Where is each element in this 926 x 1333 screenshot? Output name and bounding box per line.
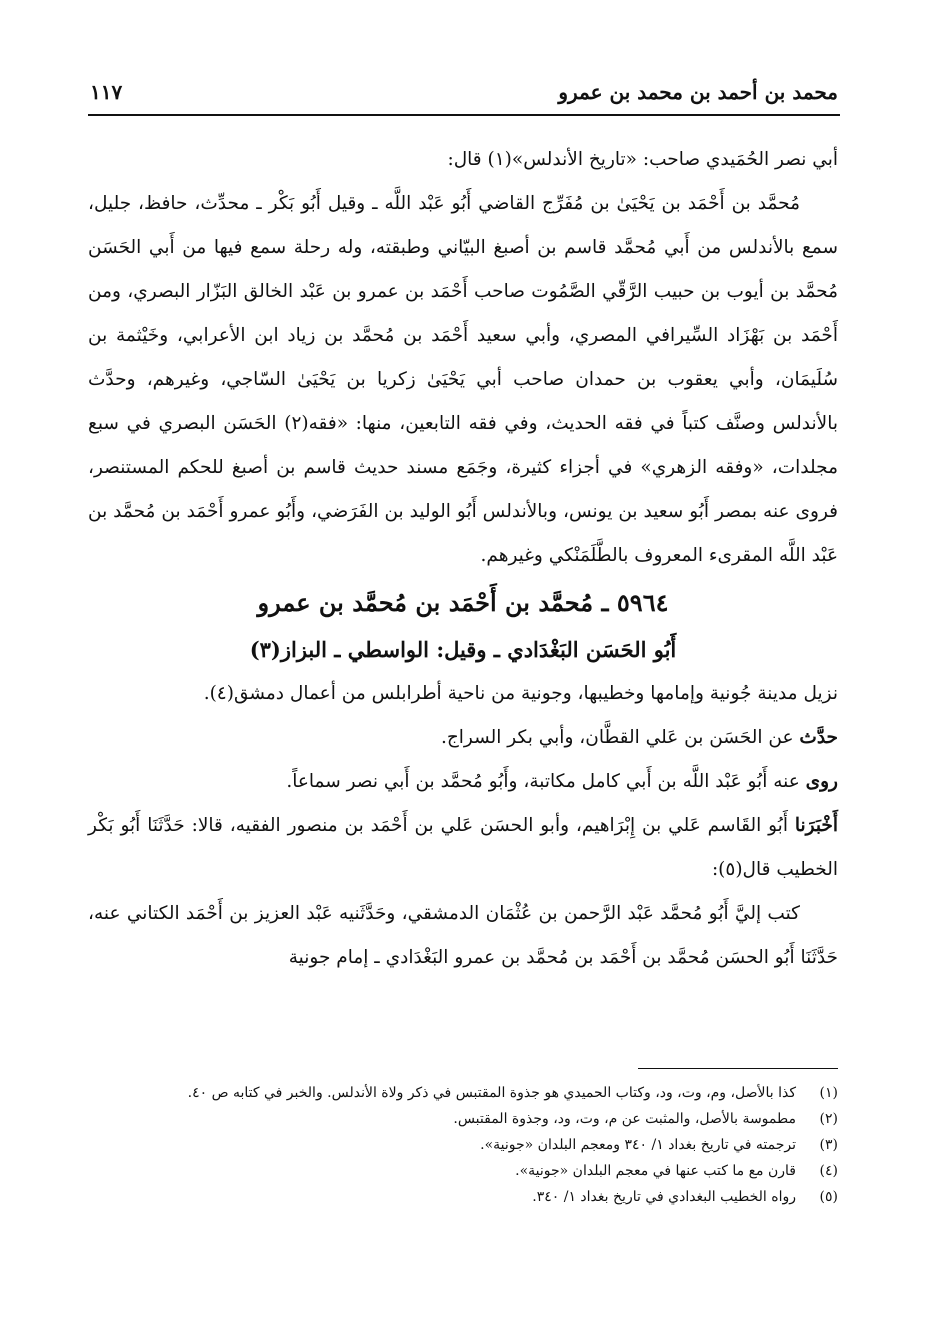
rawa-text: عنه أَبُو عَبْد اللَّه بن أَبي كامل مكاتبة، وأَبُو مُحمَّد بن أَبي نصر سماعاً.: [286, 771, 806, 792]
main-text: [88, 138, 838, 980]
footnote-rule: [638, 1068, 838, 1069]
paragraph-residence: نزيل مدينة جُونية وإمامها وخطيبها، وجونية من ناحية أطرابلس من أعمال دمشق(٤).: [203, 683, 838, 704]
footnote: [88, 1106, 838, 1132]
footnote-text: ترجمته في تاريخ بغداد ١/ ٣٤٠ ومعجم البلدان «جونية».: [480, 1137, 796, 1153]
footnote: [88, 1158, 838, 1184]
paragraph-intro: أبي نصر الحُمَيدي صاحب: «تاريخ الأندلس»(١) قال:: [447, 149, 838, 170]
footnote: [88, 1184, 838, 1210]
footnote-text: كذا بالأصل، وم، وت، ود، وكتاب الحميدي هو جذوة المقتبس في ذكر ولاة الأندلس. والخبر في كتابه ص ٤٠.: [187, 1085, 796, 1101]
entry-subtitle: أَبُو الحَسَن البَغْدَادي ـ وقيل: الواسطي ـ البزاز(٣): [249, 637, 677, 662]
keyword-haddath: حدَّث: [799, 727, 838, 748]
footnote-number: (٣): [819, 1137, 838, 1153]
paragraph-haddath: [88, 716, 838, 760]
header-rule: [88, 114, 840, 116]
running-title: محمد بن أحمد بن محمد بن عمرو: [558, 80, 838, 104]
footnote-number: (١): [819, 1085, 838, 1101]
keyword-akhbarana: أَخْبَرَنا: [794, 815, 838, 836]
page-number: ١١٧: [90, 80, 123, 104]
footnote-number: (٢): [819, 1111, 838, 1127]
keyword-rawa: روى: [805, 771, 838, 792]
footnote-text: رواه الخطيب البغدادي في تاريخ بغداد ١/ ٣٤٠.: [532, 1189, 796, 1205]
footnote-text: مطموسة بالأصل، والمثبت عن م، وت، ود، وجذوة المقتبس.: [453, 1111, 796, 1127]
footnote: [88, 1132, 838, 1158]
paragraph-kataba: كتب إليَّ أَبُو مُحمَّد عَبْد الرَّحمن بن عُثْمَان الدمشقي، وحَدَّثَنيه عَبْد العزيز بن أَحْمَد الكتاني عنه، حَدَّثَنَا أَبُو الحسَن مُحمَّد بن أَحْمَد بن مُحمَّد بن عمرو البَغْدَادي ـ إمام جونية: [88, 903, 838, 968]
entry-title: ٥٩٦٤ ـ مُحمَّد بن أَحْمَد بن مُحمَّد بن عمرو: [257, 588, 669, 617]
running-header: [88, 74, 838, 112]
haddath-text: عن الحَسَن بن عَلي القطَّان، وأبي بكر السراج.: [440, 727, 800, 748]
paragraph-rawa: [88, 760, 838, 804]
paragraph-akhbarana: [88, 804, 838, 892]
footnote-number: (٥): [819, 1189, 838, 1205]
footnote-number: (٤): [819, 1163, 838, 1179]
footnote: [88, 1080, 838, 1106]
paragraph-quote: مُحمَّد بن أَحْمَد بن يَحْيَىٰ بن مُفَرِّج القاضي أَبُو عَبْد اللَّه ـ وقيل أَبُو بَكْر ـ محدِّث، حافظ، جليل، سمع بالأندلس من أَبي مُحمَّد قاسم بن أصبغ البيّاني وطبقته، وله رحلة سمع فيها من أَبي الحَسَن مُحمَّد بن أيوب بن حبيب الرَّقّي الصَّمُوت صاحب أَحْمَد بن عمرو بن عَبْد الخالق البَزّار البصري، ومن أَحْمَد بن بَهْزَاد السِّيرافي المصري، وأبي سعيد أَحْمَد بن مُحمَّد بن زياد ابن الأعرابي، وخَيْثمة بن سُلَيمَان، وأبي يعقوب بن حمدان صاحب أبي يَحْيَىٰ زكريا بن يَحْيَىٰ السّاجي، وغيرهم، وحدَّث بالأندلس وصنَّف كتباً في فقه الحديث، وفي فقه التابعين، منها: «فقه(٢) الحَسَن البصري في سبع مجلدات، «وفقه الزهري» في أجزاء كثيرة، وجَمَع مسند حديث قاسم بن أصبغ للحكم المستنصر، فروى عنه بمصر أَبُو سعيد بن يونس، وبالأندلس أَبُو الوليد بن الفَرَضي، وأَبُو عمرو أَحْمَد بن مُحمَّد بن عَبْد اللَّه المقرىء المعروف بالطَّلَمَنْكي وغيرهم.: [88, 193, 838, 566]
footnote-text: قارن مع ما كتب عنها في معجم البلدان «جونية».: [515, 1163, 796, 1179]
footnotes: [88, 1080, 838, 1210]
akhbarana-text: أَبُو القَاسم عَلي بن إِبْرَاهيم، وأبو الحسَن عَلي بن أَحْمَد بن منصور الفقيه، قالا: حَدَّثَنَا أَبُو بَكْر الخطيب قال(٥):: [88, 815, 838, 880]
